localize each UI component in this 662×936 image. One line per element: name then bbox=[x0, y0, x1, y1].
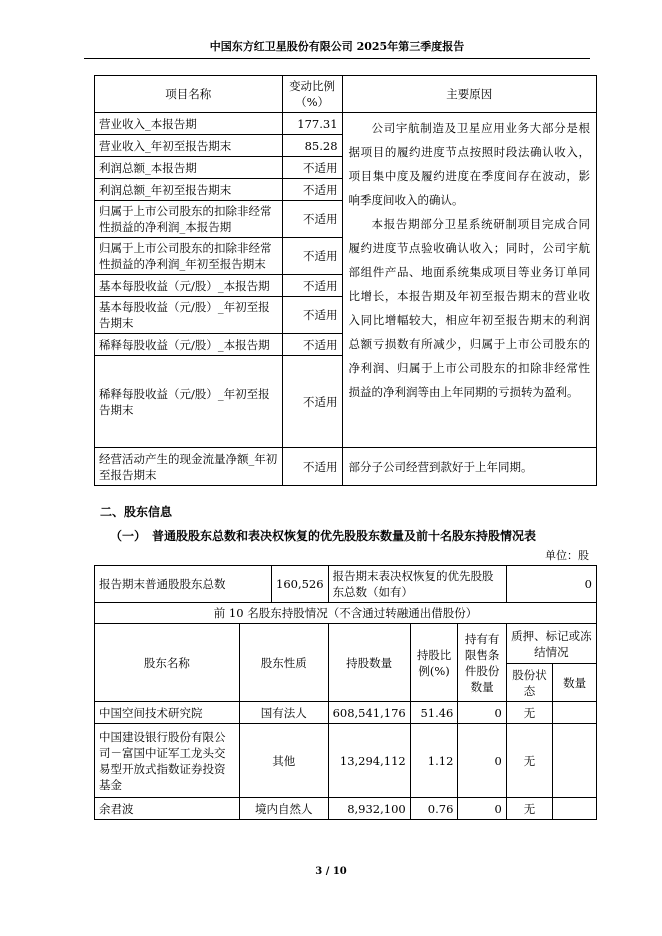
holder-status: 无 bbox=[506, 702, 553, 724]
row-item: 基本每股收益（元/股）_年初至报告期末 bbox=[95, 297, 283, 334]
row-ratio: 不适用 bbox=[282, 448, 342, 486]
holder-ratio: 1.12 bbox=[410, 724, 458, 798]
holder-name: 余君波 bbox=[95, 798, 240, 820]
row-item: 利润总额_年初至报告期末 bbox=[95, 179, 283, 201]
row-item: 营业收入_本报告期 bbox=[95, 113, 283, 135]
row-item: 营业收入_年初至报告期末 bbox=[95, 135, 283, 157]
subsection-title: （一） 普通股股东总数和表决权恢复的优先股股东数量及前十名股东持股情况表 bbox=[110, 529, 537, 543]
holder-qty: 13,294,112 bbox=[328, 724, 410, 798]
header-holder-nature: 股东性质 bbox=[239, 624, 328, 702]
reason-paragraph-2: 本报告期部分卫星系统研制项目完成合同履约进度节点验收确认收入；同时，公司宇航部组件产品、地面系统集成项目等业务订单同比增长，本报告期及年初至报告期末的营业收入同比增幅较大，相应年初至报告期末的利润总额亏损数有所减少，归属于上市公司股东的净利润、归属于上市公司股东的扣除非经常性损益的净利润等由上年同期的亏损转为盈利。 bbox=[348, 217, 590, 399]
header-share-ratio: 持股比例(%) bbox=[410, 624, 458, 702]
holder-nature: 国有法人 bbox=[239, 702, 328, 724]
holder-name: 中国空间技术研究院 bbox=[95, 702, 240, 724]
reason-main bbox=[342, 113, 596, 448]
holder-count bbox=[553, 702, 597, 724]
row-item: 稀释每股收益（元/股）_本报告期 bbox=[95, 334, 283, 356]
shareholder-table bbox=[94, 565, 597, 820]
row-item: 归属于上市公司股东的扣除非经常性损益的净利润_本报告期 bbox=[95, 201, 283, 238]
header-reason: 主要原因 bbox=[342, 76, 596, 113]
holder-count bbox=[553, 798, 597, 820]
holder-nature: 境内自然人 bbox=[239, 798, 328, 820]
reason-cashflow: 部分子公司经营到款好于上年同期。 bbox=[342, 448, 596, 486]
header-share-status: 股份状态 bbox=[506, 664, 553, 702]
reason-paragraph-1: 公司宇航制造及卫星应用业务大部分是根据项目的履约进度节点按照时段法确认收入，项目集中度及履约进度在季度间存在波动，影响季度间收入的确认。 bbox=[348, 121, 590, 207]
row-item: 稀释每股收益（元/股）_年初至报告期末 bbox=[95, 356, 283, 448]
row-ratio: 不适用 bbox=[282, 201, 342, 238]
holder-name: 中国建设银行股份有限公司－富国中证军工龙头交易型开放式指数证券投资基金 bbox=[95, 724, 240, 798]
header-pledge-count: 数量 bbox=[553, 664, 597, 702]
page-header: 中国东方红卫星股份有限公司 2025年第三季度报告 bbox=[84, 38, 590, 59]
holder-restricted: 0 bbox=[458, 702, 506, 724]
row-ratio: 不适用 bbox=[282, 356, 342, 448]
header-holder-name: 股东名称 bbox=[95, 624, 240, 702]
row-ratio: 不适用 bbox=[282, 238, 342, 275]
holder-status: 无 bbox=[506, 798, 553, 820]
top10-caption: 前 10 名股东持股情况（不含通过转融通出借股份） bbox=[95, 603, 597, 624]
section-title: 二、股东信息 bbox=[100, 505, 173, 519]
row-item: 利润总额_本报告期 bbox=[95, 157, 283, 179]
row-item: 归属于上市公司股东的扣除非经常性损益的净利润_年初至报告期末 bbox=[95, 238, 283, 275]
row-ratio: 不适用 bbox=[282, 179, 342, 201]
holder-count bbox=[553, 724, 597, 798]
total-shareholders-label: 报告期末普通股股东总数 bbox=[95, 566, 272, 603]
holder-restricted: 0 bbox=[458, 798, 506, 820]
row-ratio: 177.31 bbox=[282, 113, 342, 135]
row-item: 经营活动产生的现金流量净额_年初至报告期末 bbox=[95, 448, 283, 486]
header-pledge: 质押、标记或冻结情况 bbox=[506, 624, 596, 664]
header-share-qty: 持股数量 bbox=[328, 624, 410, 702]
header-item: 项目名称 bbox=[95, 76, 283, 113]
change-reason-table bbox=[94, 75, 597, 486]
total-shareholders-value: 160,526 bbox=[272, 566, 329, 603]
row-ratio: 85.28 bbox=[282, 135, 342, 157]
page-number: 3 / 10 bbox=[315, 866, 347, 877]
holder-ratio: 0.76 bbox=[410, 798, 458, 820]
row-item: 基本每股收益（元/股）_本报告期 bbox=[95, 275, 283, 297]
holder-ratio: 51.46 bbox=[410, 702, 458, 724]
row-ratio: 不适用 bbox=[282, 334, 342, 356]
holder-qty: 608,541,176 bbox=[328, 702, 410, 724]
holder-qty: 8,932,100 bbox=[328, 798, 410, 820]
row-ratio: 不适用 bbox=[282, 297, 342, 334]
holder-status: 无 bbox=[506, 724, 553, 798]
preferred-holders-value: 0 bbox=[506, 566, 596, 603]
unit-label: 单位：股 bbox=[545, 549, 589, 562]
holder-nature: 其他 bbox=[239, 724, 328, 798]
preferred-holders-label: 报告期末表决权恢复的优先股股东总数（如有） bbox=[328, 566, 506, 603]
holder-restricted: 0 bbox=[458, 724, 506, 798]
header-restricted-shares: 持有有限售条件股份数量 bbox=[458, 624, 506, 702]
row-ratio: 不适用 bbox=[282, 275, 342, 297]
row-ratio: 不适用 bbox=[282, 157, 342, 179]
header-ratio: 变动比例（%） bbox=[282, 76, 342, 113]
